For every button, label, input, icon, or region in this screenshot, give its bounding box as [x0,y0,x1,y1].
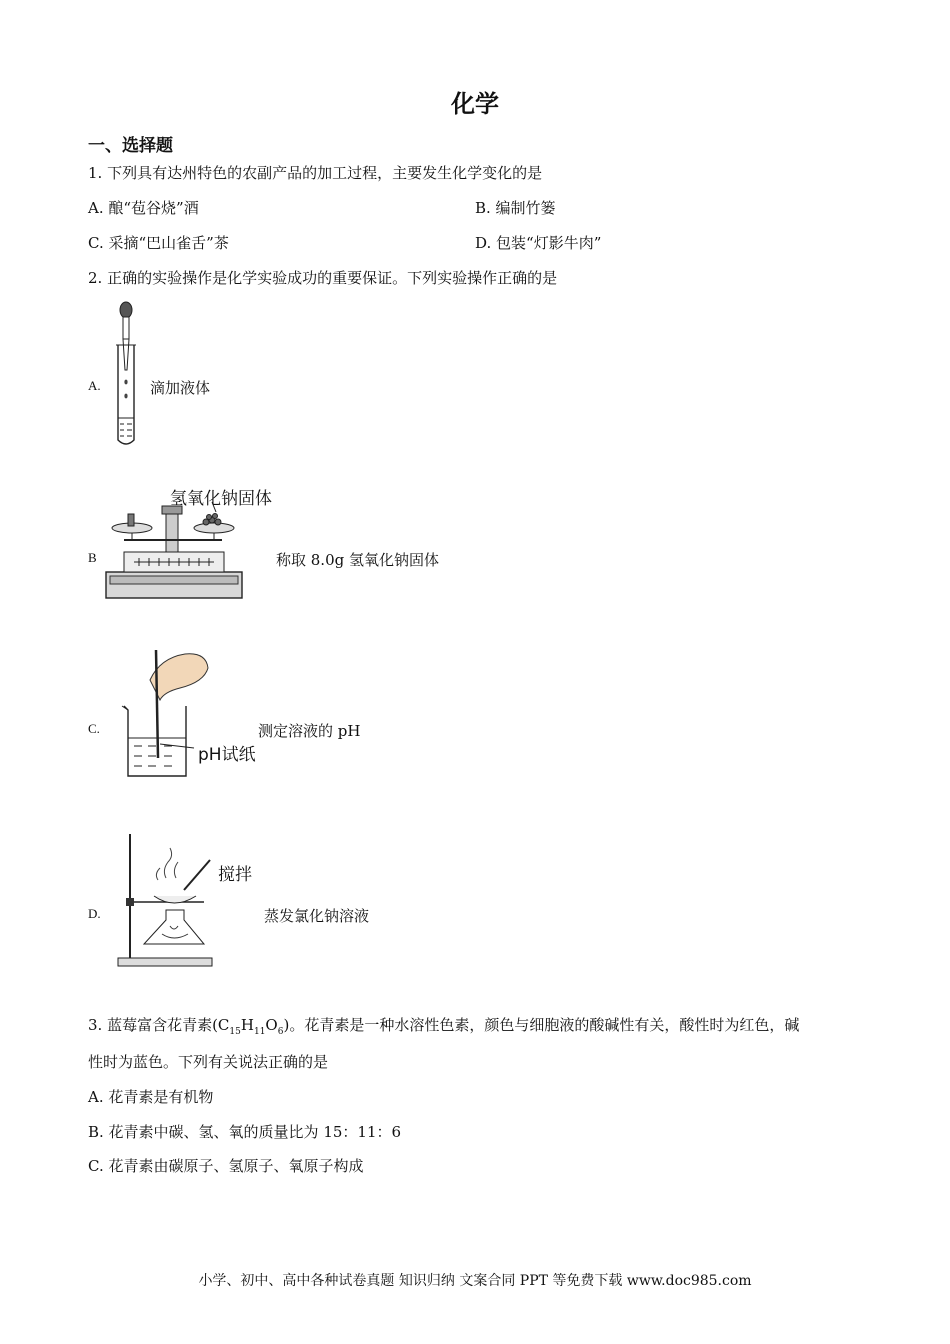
question-3-option-a: A. 花青素是有机物 [88,1088,214,1106]
question-2-option-c-letter: C. [88,721,100,736]
question-2-option-b-letter: B [88,550,97,565]
stir-label: 搅拌 [218,865,252,885]
balance-label: 氢氧化钠固体 [170,489,272,509]
question-1-option-c: C. 采摘“巴山雀舌”茶 [88,234,229,252]
question-2-option-d-letter: D. [88,906,101,921]
page-footer: 小学、初中、高中各种试卷真题 知识归纳 文案合同 PPT 等免费下载 www.doc985.com [198,1273,752,1289]
question-1-stem: 1. 下列具有达州特色的农副产品的加工过程，主要发生化学变化的是 [88,164,543,182]
dropper-test-tube-figure [108,300,148,450]
page-title: 化学 [451,90,499,118]
question-1-option-d: D. 包装“灯影牛肉” [475,234,602,252]
question-2-option-b-caption: 称取 8.0g 氢氧化钠固体 [276,551,439,569]
question-1-option-b: B. 编制竹篓 [475,199,556,217]
question-2-option-a-caption: 滴加液体 [150,379,211,397]
question-2-option-c-caption: 测定溶液的 pH [258,722,361,740]
section-heading: 一、选择题 [88,136,173,156]
question-1-option-a: A. 酿“苞谷烧”酒 [88,199,199,217]
evaporation-figure [114,830,224,970]
question-3-stem-line2: 性时为蓝色。下列有关说法正确的是 [88,1053,329,1071]
question-2-stem: 2. 正确的实验操作是化学实验成功的重要保证。下列实验操作正确的是 [88,269,558,287]
question-2-option-d-caption: 蒸发氯化钠溶液 [264,907,370,925]
question-2-option-a-letter: A. [88,378,101,393]
question-3-stem: 3. 蓝莓富含花青素$(C_{15}H_{11}O_6)$。花青素是一种水溶性色素，颜色与细胞液的酸碱性有关，酸性时为红色，碱 [88,1016,800,1037]
ph-paper-label: pH试纸 [198,745,256,765]
question-3-option-b: B. 花青素中碳、氢、氧的质量比为 15：11：6 [88,1123,402,1141]
question-3-option-c: C. 花青素由碳原子、氢原子、氧原子构成 [88,1157,364,1175]
